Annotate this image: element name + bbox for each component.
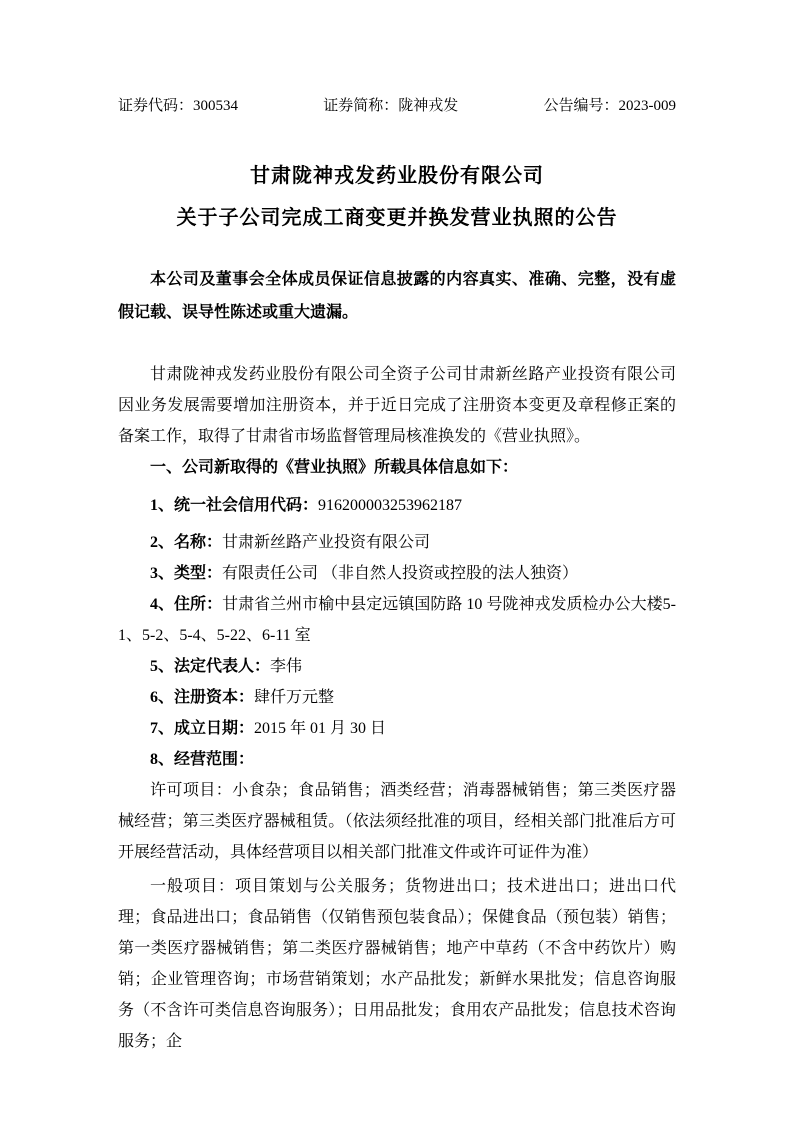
section-heading: 一、公司新取得的《营业执照》所载具体信息如下：	[150, 459, 519, 476]
license-item-value: 李伟	[270, 658, 303, 675]
announcement-number: 公告编号：2023-009	[543, 98, 676, 114]
license-item-label: 1、统一社会信用代码：	[150, 497, 319, 514]
license-item-legal-representative	[118, 651, 676, 682]
intro-paragraph: 甘肃陇神戎发药业股份有限公司全资子公司甘肃新丝路产业投资有限公司因业务发展需要增加注册资本，并于近日完成了注册资本变更及章程修正案的备案工作，取得了甘肃省市场监督管理局核准换发的《营业执照》。	[118, 366, 676, 445]
license-item-name	[118, 527, 676, 558]
license-item-label: 7、成立日期：	[150, 720, 255, 737]
title-block	[118, 155, 676, 239]
license-item-credit-code	[118, 490, 676, 521]
scope-paragraph-permitted: 许可项目：小食杂；食品销售；酒类经营；消毒器械销售；第三类医疗器械经营；第三类医疗器械租赁。（依法须经批准的项目，经相关部门批准后方可开展经营活动，具体经营项目以相关部门批准文件或许可证件为准）	[118, 782, 676, 861]
announcement-title: 关于子公司完成工商变更并换发营业执照的公告	[176, 207, 618, 229]
disclaimer-paragraph: 本公司及董事会全体成员保证信息披露的内容真实、准确、完整，没有虚假记载、误导性陈述或重大遗漏。	[118, 271, 676, 321]
license-item-label: 5、法定代表人：	[150, 658, 271, 675]
license-item-value: 肆仟万元整	[254, 689, 335, 706]
stock-code: 证券代码：300534	[118, 98, 239, 114]
license-item-label: 4、住所：	[150, 596, 223, 613]
license-item-label: 2、名称：	[150, 534, 223, 551]
license-item-type	[118, 558, 676, 589]
license-item-value: 甘肃省兰州市榆中县定远镇国防路 10 号陇神戎发质检办公大楼5-1、5-2、5-4、5-22、6-11 室	[118, 596, 676, 644]
license-item-label: 6、注册资本：	[150, 689, 255, 706]
license-item-label: 3、类型：	[150, 565, 223, 582]
license-item-address	[118, 589, 676, 651]
doc-header	[118, 96, 676, 117]
license-item-value: 甘肃新丝路产业投资有限公司	[222, 534, 431, 551]
scope-paragraph-general: 一般项目：项目策划与公关服务；货物进出口；技术进出口；进出口代理；食品进出口；食品销售（仅销售预包装食品）；保健食品（预包装）销售；第一类医疗器械销售；第二类医疗器械销售；地产中草药（不含中药饮片）购销；企业管理咨询；市场营销策划；水产品批发；新鲜水果批发；信息咨询服务（不含许可类信息咨询服务）；日用品批发；食用农产品批发；信息技术咨询服务；企	[118, 878, 676, 1050]
license-item-registered-capital	[118, 682, 676, 713]
license-item-business-scope	[118, 744, 676, 775]
company-name-title: 甘肃陇神戎发药业股份有限公司	[250, 165, 544, 187]
license-item-establishment-date	[118, 713, 676, 744]
license-item-label: 8、经营范围：	[150, 751, 255, 768]
license-item-value: 有限责任公司 （非自然人投资或控股的法人独资）	[222, 565, 579, 582]
license-item-value: 916200003253962187	[318, 497, 463, 514]
license-item-value: 2015 年 01 月 30 日	[254, 720, 387, 737]
stock-name: 证券简称：陇神戎发	[323, 98, 459, 114]
